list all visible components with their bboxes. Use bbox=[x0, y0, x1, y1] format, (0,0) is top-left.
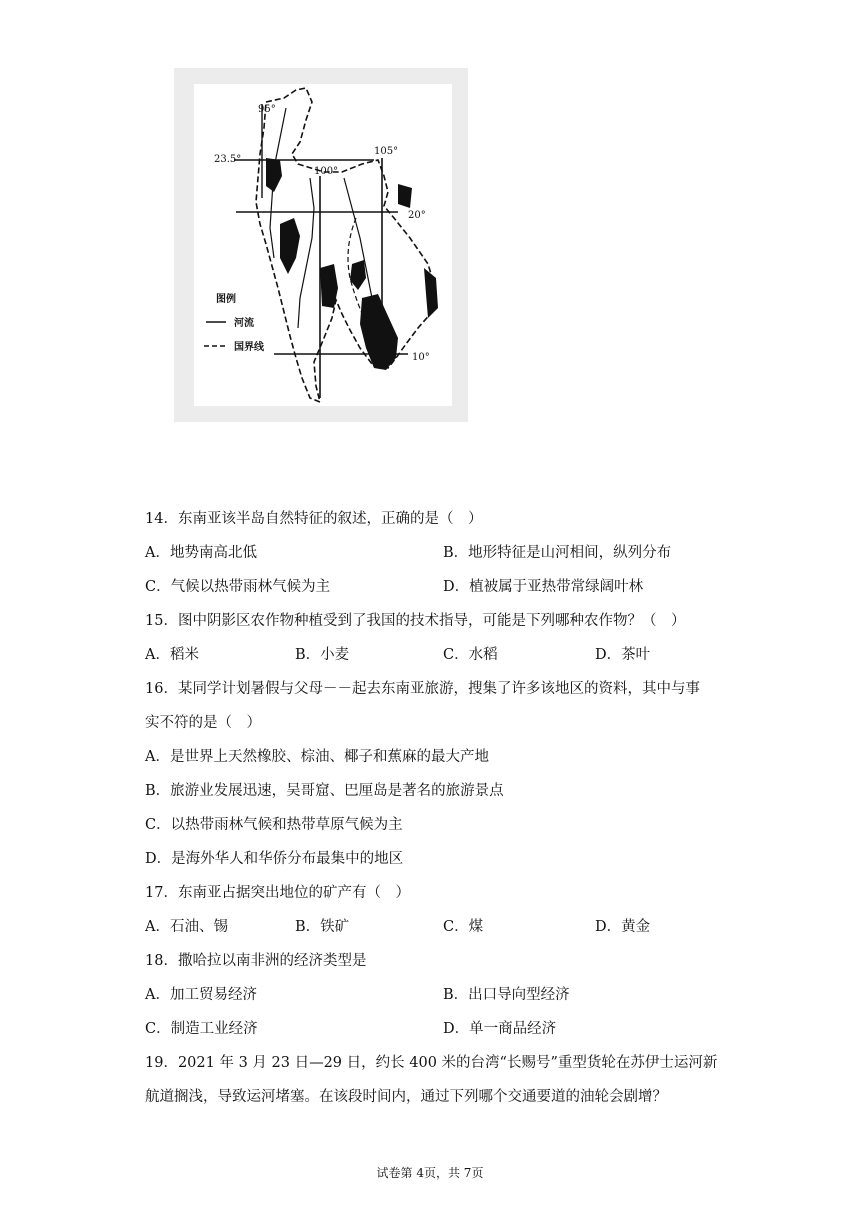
question-17-stem: 17．东南亚占据突出地位的矿产有（ ） bbox=[145, 885, 410, 901]
label-20: 20° bbox=[408, 210, 426, 221]
label-100: 100° bbox=[314, 166, 339, 177]
question-18-options-row-2 bbox=[145, 1012, 725, 1046]
q16-option-d: D．是海外华人和华侨分布最集中的地区 bbox=[145, 851, 404, 867]
shade-region-6 bbox=[398, 184, 412, 208]
question-14-options-row-2 bbox=[145, 570, 725, 604]
q18-option-d: D．单一商品经济 bbox=[443, 1021, 557, 1037]
question-19-stem-line-2: 航道搁浅，导致运河堵塞。在该段时间内，通过下列哪个交通要道的油轮会剧增？ bbox=[145, 1089, 667, 1105]
question-list bbox=[145, 502, 725, 1114]
question-16-stem-line-1: 16．某同学计划暑假与父母－－起去东南亚旅游，搜集了许多该地区的资料，其中与事 bbox=[145, 681, 700, 697]
q17-option-b: B．铁矿 bbox=[295, 919, 350, 935]
question-15-options bbox=[145, 638, 725, 672]
q17-option-a: A．石油、锡 bbox=[145, 919, 228, 935]
q16-option-a: A．是世界上天然橡胶、棕油、椰子和蕉麻的最大产地 bbox=[145, 749, 489, 765]
q18-option-b: B．出口导向型经济 bbox=[443, 987, 570, 1003]
label-105: 105° bbox=[374, 146, 399, 157]
q17-option-d: D．黄金 bbox=[595, 919, 651, 935]
q14-option-b: B．地形特征是山河相间，纵列分布 bbox=[443, 545, 672, 561]
q15-option-b: B．小麦 bbox=[295, 647, 350, 663]
question-14-stem: 14．东南亚该半岛自然特征的叙述，正确的是（ ） bbox=[145, 511, 483, 527]
legend-border-label: 国界线 bbox=[234, 342, 264, 353]
q18-option-a: A．加工贸易经济 bbox=[145, 987, 257, 1003]
label-95: 95° bbox=[258, 104, 276, 115]
q15-option-d: D．茶叶 bbox=[595, 647, 651, 663]
q14-option-c: C．气候以热带雨林气候为主 bbox=[145, 579, 331, 595]
q16-option-c: C．以热带雨林气候和热带草原气候为主 bbox=[145, 817, 403, 833]
q16-option-b: B．旅游业发展迅速，吴哥窟、巴厘岛是著名的旅游景点 bbox=[145, 783, 504, 799]
question-18-stem: 18．撒哈拉以南非洲的经济类型是 bbox=[145, 953, 367, 969]
question-15-stem: 15．图中阴影区农作物种植受到了我国的技术指导，可能是下列哪种农作物？（ ） bbox=[145, 613, 686, 629]
q14-option-a: A．地势南高北低 bbox=[145, 545, 257, 561]
legend-title: 图例 bbox=[216, 294, 236, 305]
q14-option-d: D．植被属于亚热带常绿阔叶林 bbox=[443, 579, 644, 595]
q15-option-a: A．稻米 bbox=[145, 647, 199, 663]
page-footer: 试卷第 4页，共 7页 bbox=[376, 1166, 484, 1180]
question-14-options-row-1 bbox=[145, 536, 725, 570]
question-16-stem-line-2: 实不符的是（ ） bbox=[145, 715, 261, 731]
question-18-options-row-1 bbox=[145, 978, 725, 1012]
q15-option-c: C．水稻 bbox=[443, 647, 498, 663]
q18-option-c: C．制造工业经济 bbox=[145, 1021, 258, 1037]
q17-option-c: C．煤 bbox=[443, 919, 484, 935]
question-19-stem-line-1: 19．2021 年 3 月 23 日—29 日，约长 400 米的台湾“长赐号”重型货轮在苏伊士运河新 bbox=[145, 1055, 718, 1071]
label-10: 10° bbox=[412, 352, 430, 363]
question-17-options bbox=[145, 910, 725, 944]
legend-river-label: 河流 bbox=[234, 318, 254, 329]
label-23-5: 23.5° bbox=[214, 154, 242, 165]
map-figure bbox=[174, 68, 468, 422]
indochina-map bbox=[174, 68, 468, 422]
